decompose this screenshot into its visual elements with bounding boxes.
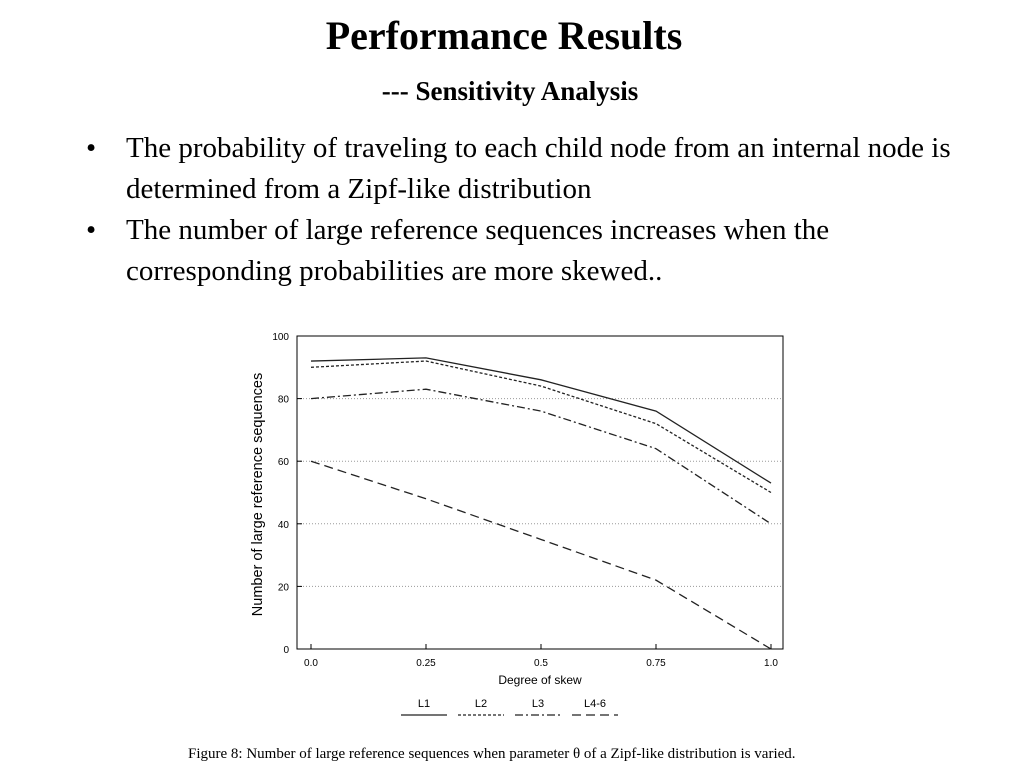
bullet-text: The number of large reference sequences increases when the corresponding probabilities are more skewed..: [126, 214, 830, 287]
y-tick-label: 60: [277, 457, 289, 469]
y-tick-label: 80: [277, 394, 289, 406]
legend-label: L1: [417, 698, 431, 710]
y-tick-label: 0: [283, 645, 289, 656]
y-tick-label: 100: [272, 332, 289, 343]
series-line: [311, 361, 771, 492]
figure-caption: Figure 8: Number of large reference sequences when parameter θ of a Zipf-like distribution is varied.: [188, 746, 796, 762]
x-tick-label: 0.25: [416, 658, 436, 669]
legend-label: L4-6: [583, 698, 607, 710]
series-line: [311, 358, 771, 483]
slide-subtitle: --- Sensitivity Analysis: [381, 76, 639, 106]
x-tick-label: 0.75: [646, 658, 666, 669]
y-tick-label: 40: [277, 519, 289, 531]
x-tick-label: 0.5: [534, 658, 548, 669]
legend-label: L3: [531, 698, 545, 710]
x-tick-label: 1.0: [764, 658, 778, 669]
bullet-dot-icon: •: [86, 132, 97, 164]
y-axis-label: Number of large reference sequences: [250, 372, 266, 617]
slide-title: Performance Results: [325, 13, 683, 58]
bullet-dot-icon: •: [86, 214, 97, 246]
x-tick-label: 0.0: [304, 658, 318, 669]
series-line: [311, 389, 771, 524]
x-axis-label: Degree of skew: [498, 673, 582, 687]
bullet-text: The probability of traveling to each child node from an internal node is determined from a Zipf-like distribution: [126, 132, 951, 205]
series-line: [311, 461, 771, 649]
y-tick-label: 20: [277, 582, 289, 594]
plot-frame: [297, 336, 783, 649]
legend-label: L2: [474, 698, 488, 710]
